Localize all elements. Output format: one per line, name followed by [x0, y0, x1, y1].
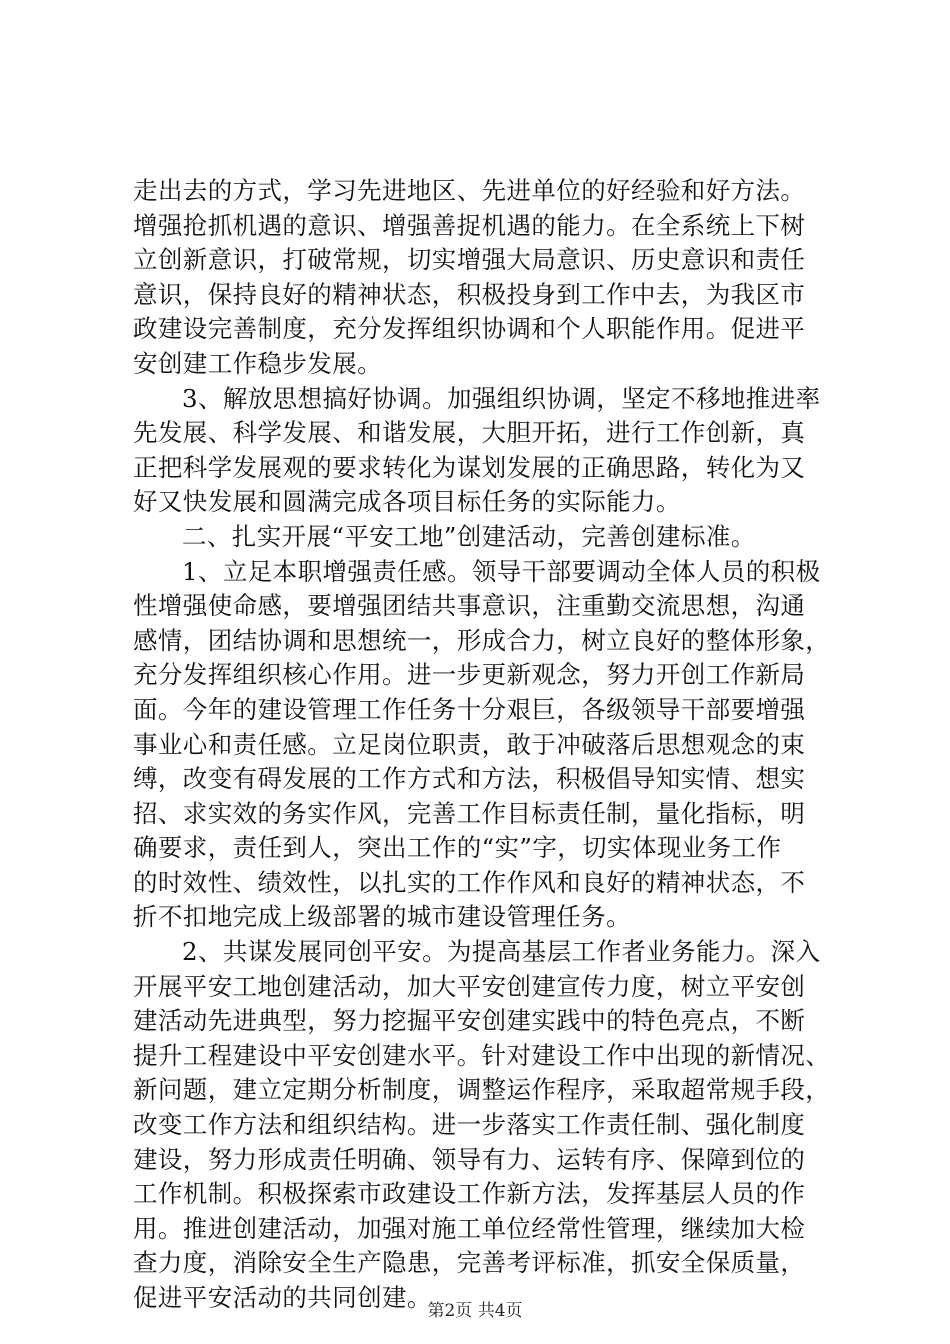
text-line: 意识，保持良好的精神状态，积极投身到工作中去，为我区市: [133, 279, 806, 309]
text-line: 感情，团结协调和思想统一，形成合力，树立良好的整体形象，: [133, 625, 831, 655]
page-footer: 第2页 共4页: [427, 1301, 523, 1321]
text-line: 新问题，建立定期分析制度，调整运作程序，采取超常规手段，: [133, 1075, 831, 1105]
text-line: 立创新意识，打破常规，切实增强大局意识、历史意识和责任: [133, 245, 806, 275]
text-line: 改变工作方法和组织结构。进一步落实工作责任制、强化制度: [133, 1110, 806, 1140]
text-line: 建设，努力形成责任明确、领导有力、运转有序、保障到位的: [133, 1144, 806, 1174]
text-line: 面。今年的建设管理工作任务十分艰巨，各级领导干部要增强: [133, 694, 806, 724]
text-line: 1、立足本职增强责任感。领导干部要调动全体人员的积极: [182, 556, 821, 586]
text-line: 充分发挥组织核心作用。进一步更新观念，努力开创工作新局: [133, 660, 806, 690]
text-line: 事业心和责任感。立足岗位职责，敢于冲破落后思想观念的束: [133, 729, 806, 759]
text-line: 用。推进创建活动，加强对施工单位经常性管理，继续加大检: [133, 1213, 806, 1243]
text-line: 查力度，消除安全生产隐患，完善考评标准，抓安全保质量，: [133, 1248, 806, 1278]
text-line: 开展平安工地创建活动，加大平安创建宣传力度，树立平安创: [133, 971, 806, 1001]
text-line: 3、解放思想搞好协调。加强组织协调，坚定不移地推进率: [182, 383, 821, 413]
text-line: 工作机制。积极探索市政建设工作新方法，发挥基层人员的作: [133, 1179, 806, 1209]
text-line: 增强抢抓机遇的意识、增强善捉机遇的能力。在全系统上下树: [133, 210, 806, 240]
text-line: 好又快发展和圆满完成各项目标任务的实际能力。: [133, 487, 681, 517]
text-line: 走出去的方式，学习先进地区、先进单位的好经验和好方法。: [133, 176, 806, 205]
text-line: 建活动先进典型，努力挖掘平安创建实践中的特色亮点，不断: [133, 1006, 806, 1036]
text-line: 确要求，责任到人，突出工作的“实”字，切实体现业务工作: [133, 833, 782, 863]
text-line: 促进平安活动的共同创建。: [133, 1283, 432, 1312]
text-line: 折不扣地完成上级部署的城市建设管理任务。: [133, 902, 631, 932]
text-line: 招、求实效的务实作风，完善工作目标责任制，量化指标，明: [133, 798, 806, 828]
text-line: 2、共谋发展同创平安。为提高基层工作者业务能力。深入: [182, 937, 821, 967]
document-body: [133, 174, 833, 1316]
text-line: 的时效性、绩效性，以扎实的工作作风和良好的精神状态，不: [133, 867, 806, 897]
text-line: 正把科学发展观的要求转化为谋划发展的正确思路，转化为又: [133, 452, 806, 482]
text-line: 安创建工作稳步发展。: [133, 348, 382, 378]
text-line: 二、扎实开展“平安工地”创建活动，完善创建标准。: [182, 521, 756, 551]
text-line: 提升工程建设中平安创建水平。针对建设工作中出现的新情况、: [133, 1040, 831, 1070]
text-line: 缚，改变有碍发展的工作方式和方法，积极倡导知实情、想实: [133, 764, 806, 794]
text-line: 性增强使命感，要增强团结共事意识，注重勤交流思想，沟通: [133, 591, 806, 621]
text-line: 先发展、科学发展、和谐发展，大胆开拓，进行工作创新，真: [133, 418, 806, 448]
text-line: 政建设完善制度，充分发挥组织协调和个人职能作用。促进平: [133, 314, 806, 344]
